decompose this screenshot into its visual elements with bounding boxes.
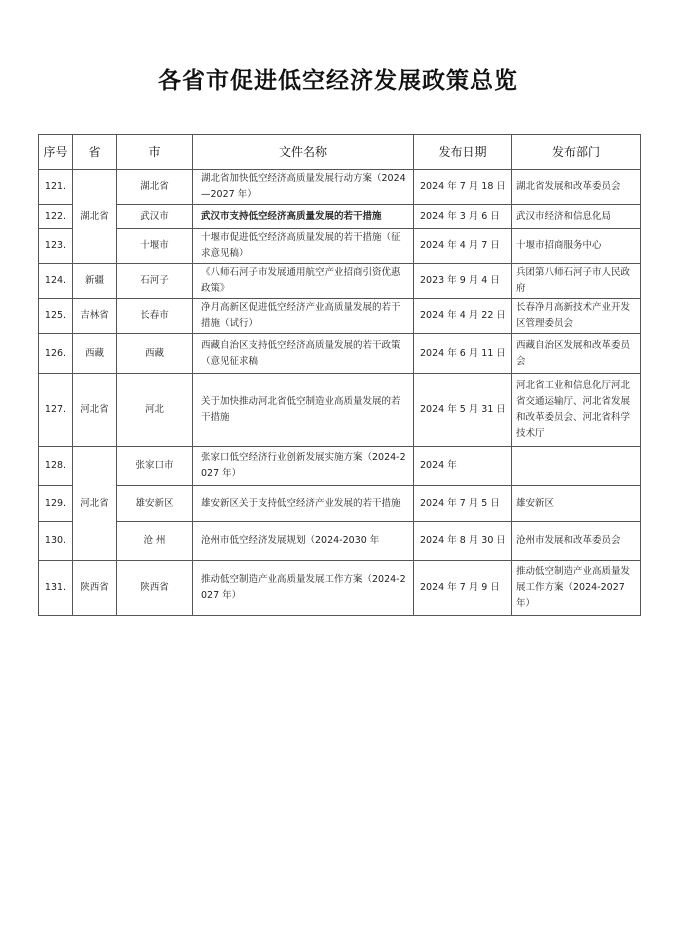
cell-dept: 推动低空制造产业高质量发展工作方案（2024-2027 年） xyxy=(512,561,641,616)
cell-city: 陕西省 xyxy=(117,561,193,616)
header-city: 市 xyxy=(117,135,193,170)
cell-date: 2024 年 7 月 18 日 xyxy=(414,170,512,205)
cell-dept: 十堰市招商服务中心 xyxy=(512,229,641,264)
cell-dept xyxy=(512,447,641,486)
header-seq: 序号 xyxy=(39,135,73,170)
cell-city: 长春市 xyxy=(117,299,193,334)
table-row xyxy=(39,447,641,486)
cell-seq: 121. xyxy=(39,170,73,205)
cell-doc: 关于加快推动河北省低空制造业高质量发展的若干措施 xyxy=(193,374,414,447)
cell-date: 2024 年 4 月 22 日 xyxy=(414,299,512,334)
header-doc: 文件名称 xyxy=(193,135,414,170)
cell-province: 西藏 xyxy=(73,334,117,374)
header-dept: 发布部门 xyxy=(512,135,641,170)
cell-doc: 净月高新区促进低空经济产业高质量发展的若干措施（试行） xyxy=(193,299,414,334)
cell-doc: 西藏自治区支持低空经济高质量发展的若干政策（意见征求稿 xyxy=(193,334,414,374)
cell-province: 吉林省 xyxy=(73,299,117,334)
cell-city: 武汉市 xyxy=(117,205,193,229)
cell-seq: 131. xyxy=(39,561,73,616)
header-date: 发布日期 xyxy=(414,135,512,170)
table-row xyxy=(39,486,641,522)
cell-doc: 张家口低空经济行业创新发展实施方案（2024-2027 年） xyxy=(193,447,414,486)
table-row xyxy=(39,264,641,299)
cell-seq: 125. xyxy=(39,299,73,334)
cell-province: 湖北省 xyxy=(73,170,117,264)
cell-city: 沧 州 xyxy=(117,522,193,561)
cell-date: 2023 年 9 月 4 日 xyxy=(414,264,512,299)
cell-date: 2024 年 4 月 7 日 xyxy=(414,229,512,264)
cell-province: 新疆 xyxy=(73,264,117,299)
cell-city: 张家口市 xyxy=(117,447,193,486)
cell-seq: 128. xyxy=(39,447,73,486)
cell-doc: 湖北省加快低空经济高质量发展行动方案（2024—2027 年） xyxy=(193,170,414,205)
cell-date: 2024 年 5 月 31 日 xyxy=(414,374,512,447)
cell-dept: 武汉市经济和信息化局 xyxy=(512,205,641,229)
cell-doc: 《八师石河子市发展通用航空产业招商引资优惠政策》 xyxy=(193,264,414,299)
cell-date: 2024 年 xyxy=(414,447,512,486)
table-row xyxy=(39,374,641,447)
cell-seq: 129. xyxy=(39,486,73,522)
table-header-row xyxy=(39,135,641,170)
table-row xyxy=(39,229,641,264)
cell-dept: 西藏自治区发展和改革委员会 xyxy=(512,334,641,374)
cell-dept: 长春净月高新技术产业开发区管理委员会 xyxy=(512,299,641,334)
cell-dept: 河北省工业和信息化厅河北省交通运输厅、河北省发展和改革委员会、河北省科学技术厅 xyxy=(512,374,641,447)
table-row xyxy=(39,522,641,561)
cell-seq: 124. xyxy=(39,264,73,299)
cell-city: 十堰市 xyxy=(117,229,193,264)
cell-city: 西藏 xyxy=(117,334,193,374)
table-row xyxy=(39,205,641,229)
cell-dept: 沧州市发展和改革委员会 xyxy=(512,522,641,561)
cell-province: 河北省 xyxy=(73,447,117,561)
cell-province: 河北省 xyxy=(73,374,117,447)
cell-seq: 122. xyxy=(39,205,73,229)
cell-doc: 武汉市支持低空经济高质量发展的若干措施 xyxy=(193,205,414,229)
cell-dept: 雄安新区 xyxy=(512,486,641,522)
cell-province: 陕西省 xyxy=(73,561,117,616)
cell-dept: 湖北省发展和改革委员会 xyxy=(512,170,641,205)
cell-city: 雄安新区 xyxy=(117,486,193,522)
table-row xyxy=(39,170,641,205)
cell-city: 湖北省 xyxy=(117,170,193,205)
policy-table xyxy=(38,134,641,616)
cell-date: 2024 年 8 月 30 日 xyxy=(414,522,512,561)
cell-seq: 127. xyxy=(39,374,73,447)
cell-seq: 130. xyxy=(39,522,73,561)
cell-date: 2024 年 3 月 6 日 xyxy=(414,205,512,229)
cell-city: 河北 xyxy=(117,374,193,447)
table-row xyxy=(39,299,641,334)
cell-doc: 沧州市低空经济发展规划（2024-2030 年 xyxy=(193,522,414,561)
cell-date: 2024 年 7 月 5 日 xyxy=(414,486,512,522)
cell-seq: 123. xyxy=(39,229,73,264)
cell-doc: 雄安新区关于支持低空经济产业发展的若干措施 xyxy=(193,486,414,522)
header-province: 省 xyxy=(73,135,117,170)
cell-date: 2024 年 6 月 11 日 xyxy=(414,334,512,374)
table-row xyxy=(39,334,641,374)
page-title: 各省市促进低空经济发展政策总览 xyxy=(158,68,518,94)
cell-city: 石河子 xyxy=(117,264,193,299)
cell-dept: 兵团第八师石河子市人民政府 xyxy=(512,264,641,299)
cell-date: 2024 年 7 月 9 日 xyxy=(414,561,512,616)
table-row xyxy=(39,561,641,616)
cell-seq: 126. xyxy=(39,334,73,374)
cell-doc: 推动低空制造产业高质量发展工作方案（2024-2027 年） xyxy=(193,561,414,616)
cell-doc: 十堰市促进低空经济高质量发展的若干措施（征求意见稿） xyxy=(193,229,414,264)
